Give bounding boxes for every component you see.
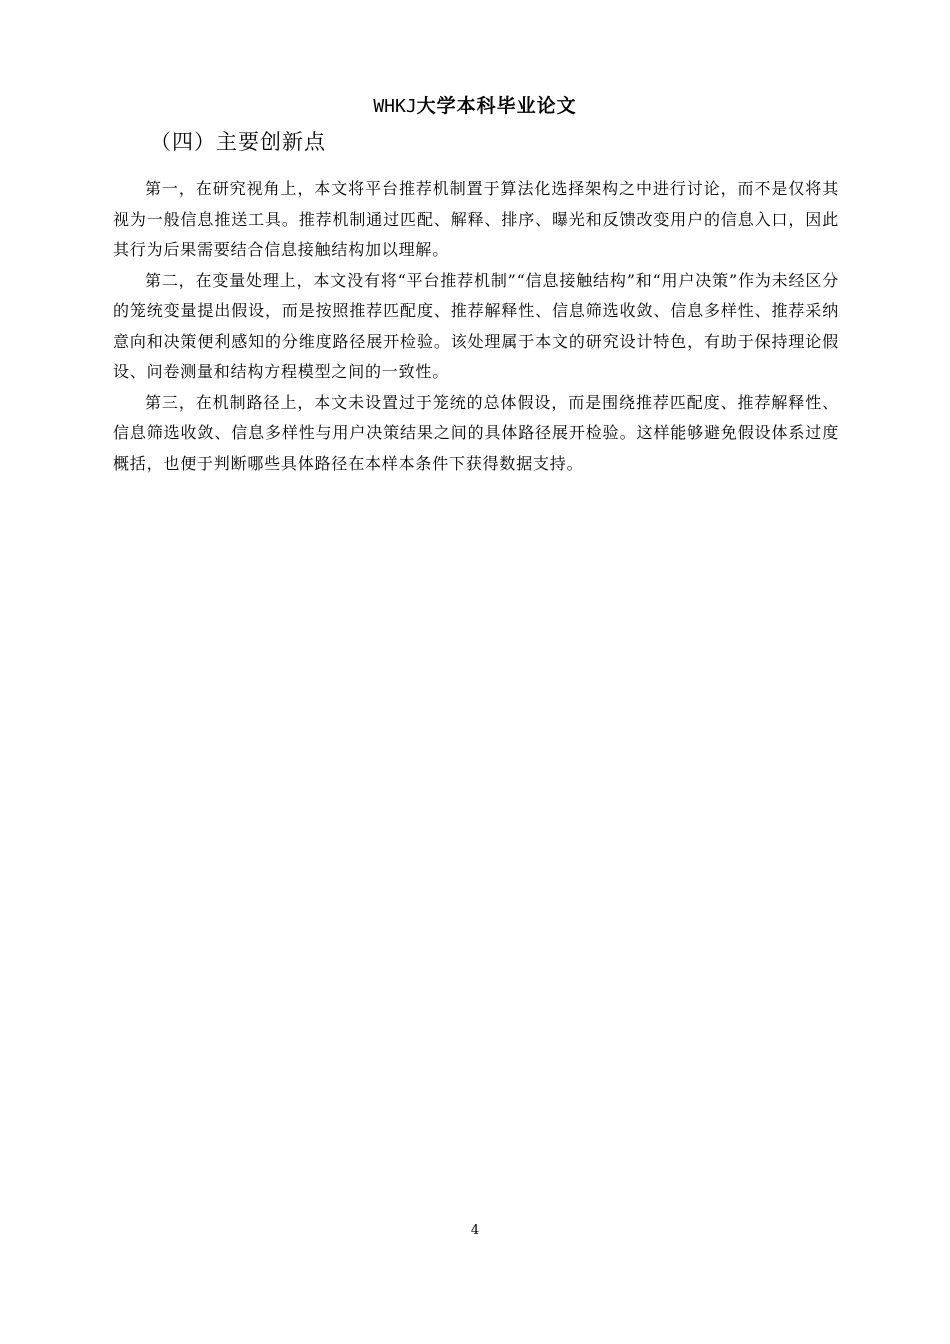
running-header [0,94,950,119]
page-number: 4 [470,1223,480,1238]
header-school-code: WHKJ [373,96,417,117]
paragraph-innovation-3: 第三，在机制路径上，本文未设置过于笼统的总体假设，而是围绕推荐匹配度、推荐解释性、信息筛选收敛、信息多样性与用户决策结果之间的具体路径展开检验。这样能够避免假设体系过度概括，也便于判断哪些具体路径在本样本条件下获得数据支持。 [113,392,839,473]
body-text [113,174,839,479]
paragraph-innovation-1: 第一，在研究视角上，本文将平台推荐机制置于算法化选择架构之中进行讨论，而不是仅将其视为一般信息推送工具。推荐机制通过匹配、解释、排序、曝光和反馈改变用户的信息入口，因此其行为后果需要结合信息接触结构加以理解。 [113,179,839,259]
section-heading: （四）主要创新点 [150,130,326,154]
header-title: 大学本科毕业论文 [416,95,577,117]
paragraph-innovation-2: 第二，在变量处理上，本文没有将“平台推荐机制”“信息接触结构”和“用户决策”作为未经区分的笼统变量提出假设，而是按照推荐匹配度、推荐解释性、信息筛选收敛、信息多样性、推荐采纳意向和决策便利感知的分维度路径展开检验。该处理属于本文的研究设计特色，有助于保持理论假设、问卷测量和结构方程模型之间的一致性。 [113,270,839,381]
